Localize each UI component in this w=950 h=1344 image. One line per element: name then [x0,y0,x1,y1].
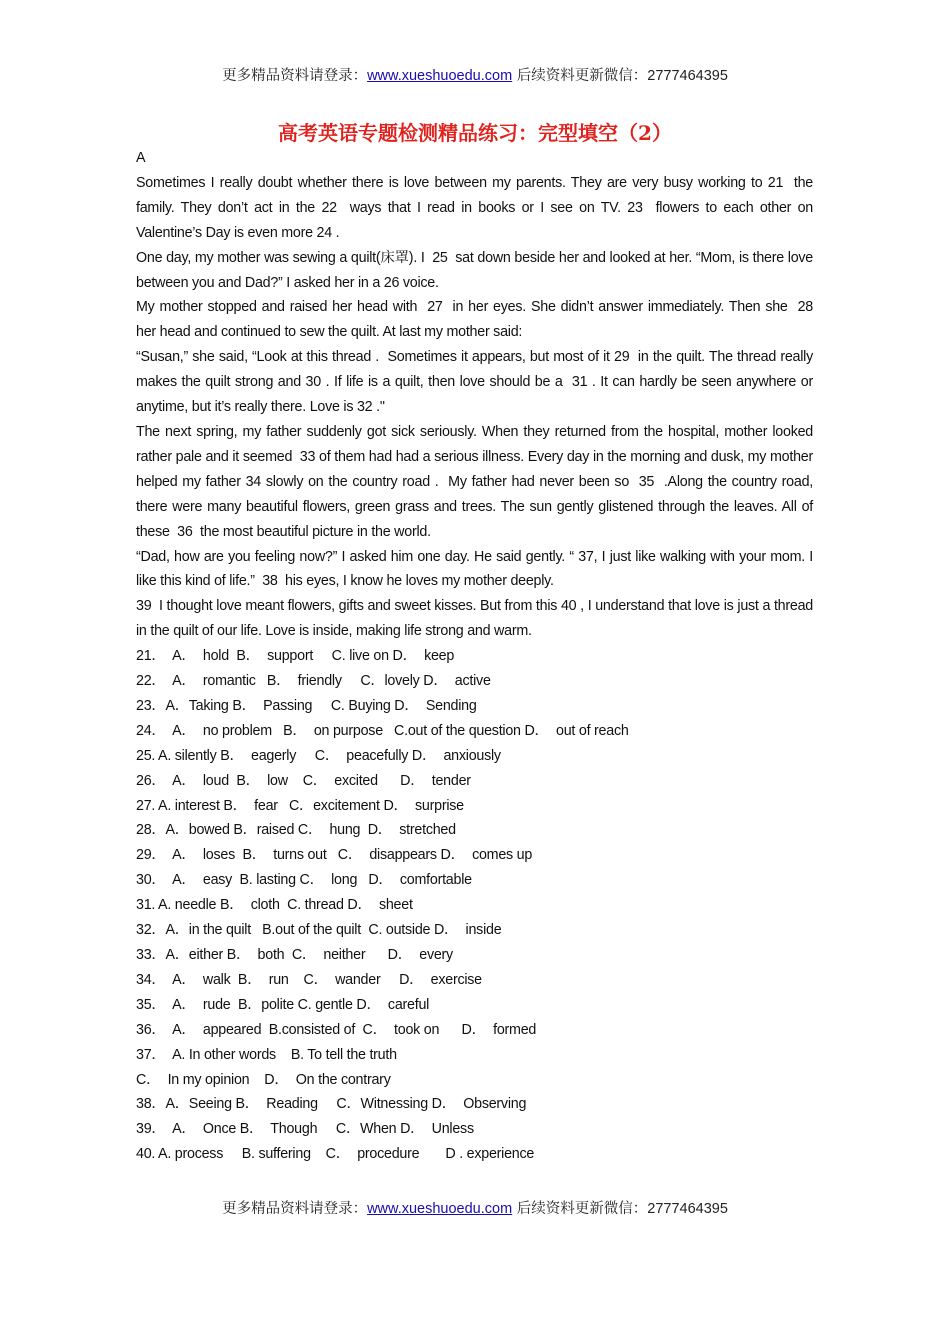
option-line: 25. A. silently B． eagerly C． peacefully D． anxiously [136,747,501,764]
page-footer [0,1199,950,1219]
header-link[interactable]: www.xueshuoedu.com [367,68,513,84]
option-line: 36． A． appeared B.consisted of C． took on D． formed [136,1021,537,1038]
document-body [136,146,821,1167]
header-prefix: 更多精品资料请登录： [222,68,368,84]
option-line: 29． A． loses B． turns out C． disappears D． comes up [136,847,533,864]
option-line: 38．A．Seeing B． Reading C．Witnessing D． Observing [136,1096,527,1113]
footer-prefix: 更多精品资料请登录： [222,1201,368,1218]
option-line: 40. A. process B. suffering C． procedure D . experience [136,1146,535,1163]
paragraph: “Susan,” she said, “Look at this thread . Sometimes it appears, but most of it 29 in the quilt. The thread really makes the quilt strong and 30 . If life is a quilt, then love should be a 31 . It can hardly be seen anywhere or anytime, but it’s really there. Love is 32 ." [136,349,817,416]
footer-wechat: 2777464395 [647,1201,728,1218]
document-title: 高考英语专题检测精品练习：完型填空（2） [278,121,672,145]
footer-suffix: 后续资料更新微信： [516,1201,648,1218]
option-line: 22． A． romantic B． friendly C．lovely D． active [136,673,491,690]
paragraph: Sometimes I really doubt whether there is love between my parents. They are very busy working to 21 the family. They don’t act in the 22 ways that I read in books or I see on TV. 23 flowers to each other on Valentine’s Day is even more 24 . [136,174,817,241]
option-line: 33．A．either B． both C． neither D． every [136,947,453,963]
option-line: 23．A．Taking B． Passing C. Buying D． Sending [136,697,477,714]
option-line: 37． A. In other words B. To tell the truth [136,1046,397,1063]
header-wechat: 2777464395 [647,68,728,84]
paragraph: 39 I thought love meant flowers, gifts and sweet kisses. But from this 40 , I understand that love is just a thread in the quilt of our life. Love is inside, making life strong and warm. [136,598,817,640]
paragraph: One day, my mother was sewing a quilt(床罩). I 25 sat down beside her and looked at her. “Mom, is there love between you and Dad?” I asked her in a 26 voice. [136,249,817,291]
paragraph: “Dad, how are you feeling now?” I asked him one day. He said gently. “ 37, I just like walking with your mom. I like this kind of life.” 38 his eyes, I know he loves my mother deeply. [136,548,817,590]
option-line: 39． A． Once B． Though C．When D． Unless [136,1121,474,1138]
option-line: 34． A． walk B． run C． wander D． exercise [136,971,482,988]
header-suffix: 后续资料更新微信： [516,68,648,84]
paragraph: My mother stopped and raised her head with 27 in her eyes. She didn’t answer immediately. Then she 28 her head and continued to sew the quilt. At last my mother said: [136,299,821,341]
option-line: 21． A． hold B． support C. live on D． keep [136,648,455,665]
footer-link[interactable]: www.xueshuoedu.com [367,1201,513,1218]
option-line: 24． A． no problem B． on purpose C.out of the question D． out of reach [136,722,629,739]
option-line: 27. A. interest B． fear C．excitement D． surprise [136,797,464,814]
option-line: 32．A．in the quilt B.out of the quilt C. outside D． inside [136,922,502,939]
option-line: C． In my opinion D． On the contrary [136,1071,391,1088]
options-list [136,644,813,1167]
paragraph: The next spring, my father suddenly got sick seriously. When they returned from the hospital, mother looked rather pale and it seemed 33 of them had had a serious illness. Every day in the morning and dusk, my mother helped my father 34 slowly on the country road . My father had never been so 35 .Along the country road, there were many beautiful flowers, green grass and trees. The sun gently glistened through the leaves. All of these 36 the most beautiful picture in the world. [136,423,817,540]
option-line: 30． A． easy B. lasting C． long D． comfortable [136,872,472,889]
option-line: 35． A． rude B．polite C. gentle D． careful [136,996,430,1013]
option-line: 26． A． loud B． low C． excited D． tender [136,772,471,789]
option-line: 28．A．bowed B．raised C． hung D． stretched [136,822,456,839]
option-line: 31. A. needle B． cloth C. thread D． sheet [136,897,413,914]
section-label: A [136,150,146,166]
page-header [0,66,950,86]
